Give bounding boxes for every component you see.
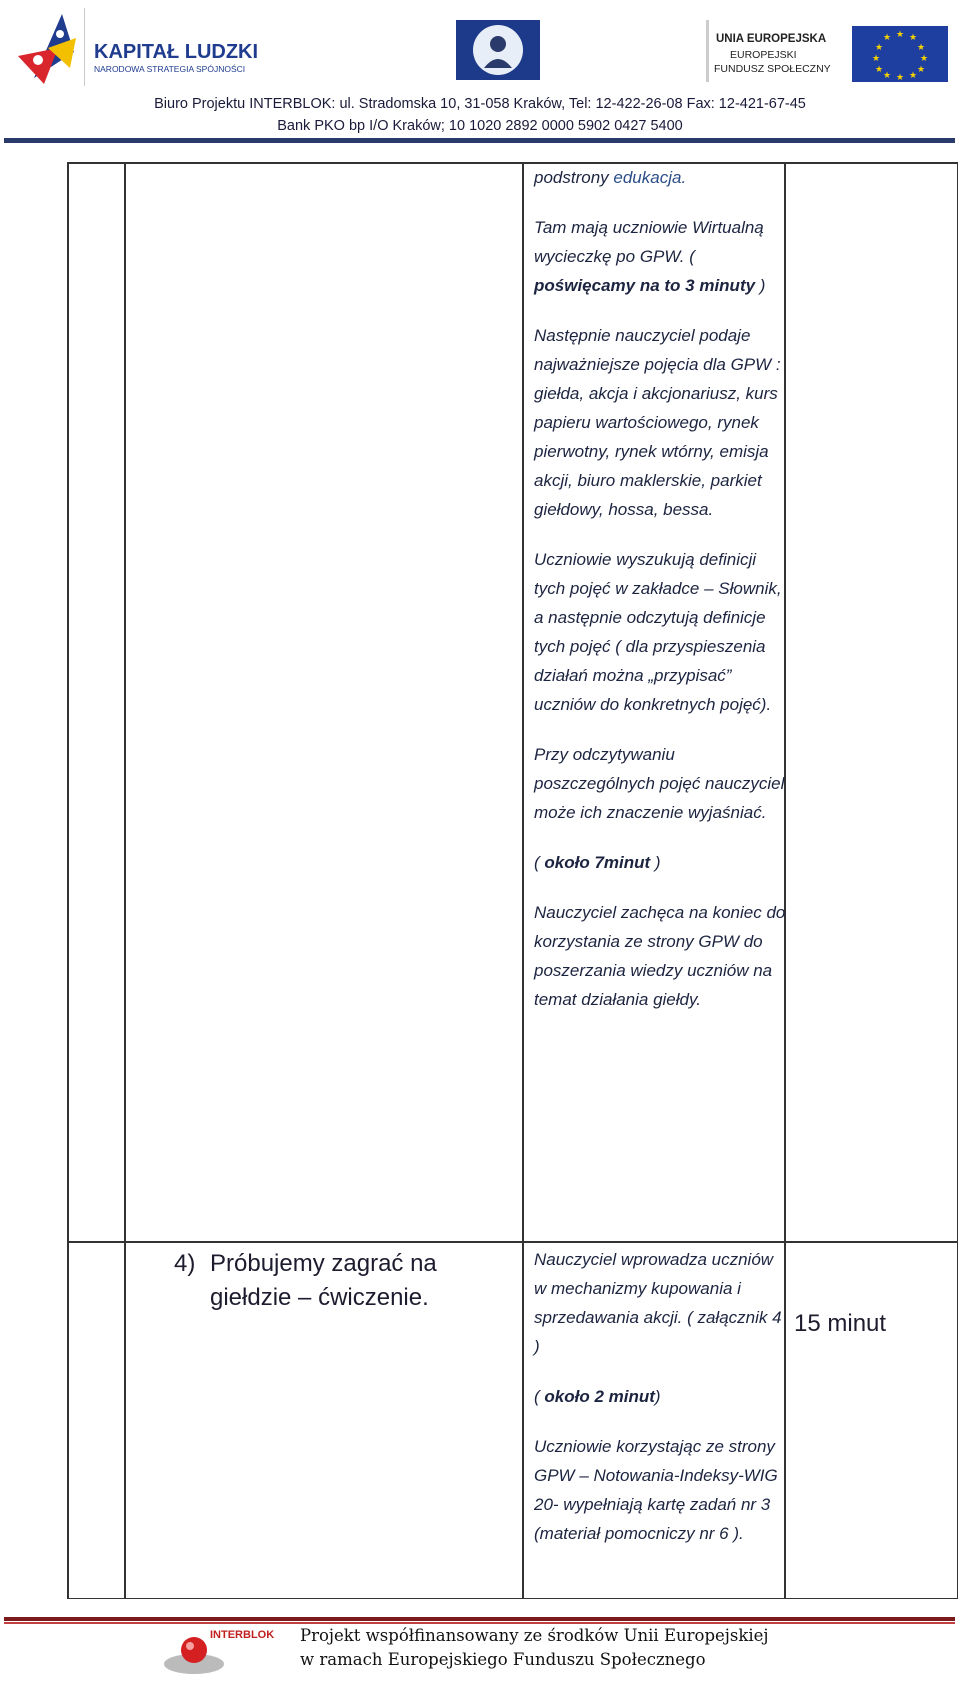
footer-rule — [4, 1617, 955, 1621]
activity-number: 4) — [174, 1250, 196, 1277]
table-border-right — [957, 162, 959, 1599]
row1-paragraph: Następnie nauczyciel podaje najważniejsze pojęcia dla GPW : giełda, akcja i akcjonariusz, kurs papieru wartościowego, rynek pierwotny, rynek wtórny, emisja akcji, biuro maklerskie, parkiet giełdowy, hossa, bessa. — [534, 326, 781, 519]
svg-text:★: ★ — [909, 33, 918, 43]
table-border-bottom — [67, 1598, 958, 1600]
header-address: Biuro Projektu INTERBLOK: ul. Stradomska 10, 31-058 Kraków, Tel: 12-422-26-08 Fax: 12-421-67-45 — [154, 96, 806, 112]
column-divider — [522, 162, 524, 1599]
activity-title: 4) Próbujemy zagrać na giełdzie – ćwiczenie. — [174, 1247, 437, 1315]
svg-text:★: ★ — [875, 65, 884, 75]
kapital-ludzki-emblem — [14, 8, 264, 86]
svg-text:★: ★ — [917, 65, 926, 75]
row1-paragraph: Tam mają uczniowie Wirtualną wycieczkę po GPW. ( poświęcamy na to 3 minuty ) — [534, 218, 766, 295]
table-border-top — [67, 162, 958, 164]
row1-paragraph: ( około 7minut ) — [534, 853, 661, 872]
kapital-ludzki-logo — [14, 8, 264, 86]
interblok-logo-text: INTERBLOK — [210, 1629, 275, 1641]
footer-line1: Projekt współfinansowany ze środków Unii Europejskiej — [300, 1626, 769, 1645]
column-divider — [124, 162, 126, 1599]
eu-logo-line1: UNIA EUROPEJSKA — [716, 33, 827, 45]
svg-text:★: ★ — [896, 30, 905, 40]
interblok-logo — [160, 1626, 280, 1678]
kapital-ludzki-subtitle: NARODOWA STRATEGIA SPÓJNOŚCI — [94, 64, 246, 74]
table-border-left — [67, 162, 69, 1599]
lesson-plan-table — [67, 162, 958, 1599]
svg-text:★: ★ — [917, 43, 926, 53]
row1-paragraph: Nauczyciel zachęca na koniec do korzystania ze strony GPW do poszerzania wiedzy uczniów na temat działania giełdy. — [534, 903, 786, 1009]
footer-rule-accent — [4, 1622, 955, 1624]
row2-paragraph: Uczniowie korzystając ze strony GPW – Notowania-Indeksy-WIG 20- wypełniają kartę zadań nr 3 (materiał pomocniczy nr 6 ). — [534, 1437, 778, 1543]
row1-paragraph: podstrony edukacja. — [534, 168, 687, 187]
row1-description-cell — [534, 163, 789, 1035]
svg-text:★: ★ — [875, 43, 884, 53]
edukacja-link[interactable]: edukacja. — [613, 168, 687, 187]
svg-text:★: ★ — [896, 73, 905, 82]
svg-text:★: ★ — [872, 54, 881, 64]
footer-line2: w ramach Europejskiego Funduszu Społecznego — [300, 1650, 706, 1669]
row-separator — [67, 1241, 958, 1243]
row2-paragraph: ( około 2 minut) — [534, 1387, 661, 1406]
row1-paragraph: Uczniowie wyszukują definicji tych pojęć w zakładce – Słownik, a następnie odczytują definicje tych pojęć ( dla przyspieszenia działań można „przypisać” uczniów do konkretnych pojęć). — [534, 550, 782, 714]
eu-efs-logo — [706, 20, 954, 82]
eu-logo-line2: EUROPEJSKI — [730, 49, 797, 61]
row2-description-cell — [534, 1245, 789, 1569]
header-rule — [4, 138, 955, 143]
svg-text:★: ★ — [920, 54, 929, 64]
row2-paragraph: Nauczyciel wprowadza uczniów w mechanizmy kupowania i sprzedawania akcji. ( załącznik 4 ) — [534, 1250, 782, 1356]
svg-text:★: ★ — [883, 33, 892, 43]
kapital-ludzki-title: KAPITAŁ LUDZKI — [94, 41, 259, 63]
svg-text:★: ★ — [909, 71, 918, 81]
activity-time: 15 minut — [794, 1310, 887, 1337]
svg-text:★: ★ — [883, 71, 892, 81]
header-bank-account: Bank PKO bp I/O Kraków; 10 1020 2892 0000 5902 0427 5400 — [277, 118, 683, 134]
eu-logo-line3: FUNDUSZ SPOŁECZNY — [714, 63, 831, 75]
row1-paragraph: Przy odczytywaniu poszczególnych pojęć nauczyciel może ich znaczenie wyjaśniać. — [534, 745, 785, 822]
university-seal-logo — [456, 20, 540, 80]
